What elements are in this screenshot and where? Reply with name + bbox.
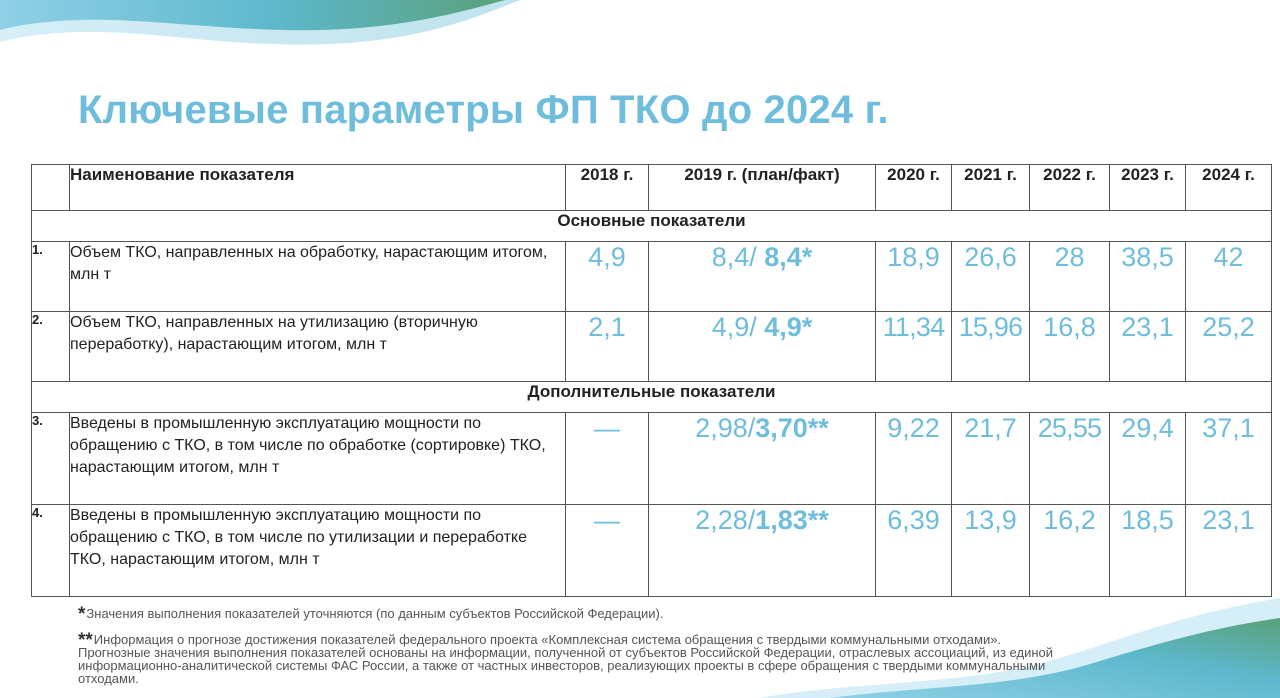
header-2019: 2019 г. (план/факт)	[649, 165, 876, 211]
section-row	[32, 382, 1272, 413]
header-2024: 2024 г.	[1186, 165, 1272, 211]
value-2019-fact: 1,83**	[755, 505, 829, 535]
value-2019-fact: 3,70**	[755, 413, 829, 443]
header-2023: 2023 г.	[1110, 165, 1186, 211]
row-number: 3.	[32, 413, 70, 505]
value-2019-fact: 8,4*	[764, 242, 813, 272]
footnote-1-mark: *	[78, 604, 86, 625]
value-2021: 13,9	[952, 505, 1030, 597]
header-2018: 2018 г.	[566, 165, 649, 211]
value-2023: 18,5	[1110, 505, 1186, 597]
table-row	[32, 413, 1272, 505]
header-2021: 2021 г.	[952, 165, 1030, 211]
value-2019-plan: 4,9/	[711, 312, 757, 342]
footnote-2-text: Информация о прогнозе достижения показателей федерального проекта «Комплексная система обращения с твердыми коммунальными отходами». Прогнозные значения выполнения показателей основаны на информации, полученной от субъектов Российской Федерации, отраслевых ассоциаций, из единой информационно-аналитической системы ФАС России, а также от частных инвесторов, реализующих проекты в сфере обращения с твердыми коммунальными отходами.	[78, 632, 1054, 686]
value-2023: 38,5	[1110, 242, 1186, 312]
section-title-additional: Дополнительные показатели	[32, 382, 1272, 413]
indicator-name: Введены в промышленную эксплуатацию мощности по обращению с ТКО, в том числе по утилизации и переработке ТКО, нарастающим итогом, млн т	[70, 505, 566, 597]
footnote-1	[78, 604, 664, 625]
value-2019	[649, 242, 876, 312]
value-2019-plan: 2,98/	[695, 413, 756, 443]
section-row	[32, 211, 1272, 242]
value-2024: 42	[1186, 242, 1272, 312]
value-2024: 25,2	[1186, 312, 1272, 382]
indicator-name: Объем ТКО, направленных на утилизацию (вторичную переработку), нарастающим итогом, млн т	[70, 312, 566, 382]
value-2019-plan: 2,28/	[695, 505, 756, 535]
value-2018: —	[566, 413, 649, 505]
value-2020: 6,39	[876, 505, 952, 597]
indicator-name: Введены в промышленную эксплуатацию мощности по обращению с ТКО, в том числе по обработке (сортировке) ТКО, нарастающим итогом, млн т	[70, 413, 566, 505]
value-2021: 15,96	[952, 312, 1030, 382]
value-2019-plan: 8,4/	[711, 242, 757, 272]
table-row	[32, 505, 1272, 597]
value-2024: 23,1	[1186, 505, 1272, 597]
value-2022: 16,2	[1030, 505, 1110, 597]
value-2020: 11,34	[876, 312, 952, 382]
section-title-main: Основные показатели	[32, 211, 1272, 242]
value-2019-fact: 4,9*	[764, 312, 813, 342]
value-2022: 16,8	[1030, 312, 1110, 382]
value-2024: 37,1	[1186, 413, 1272, 505]
header-name: Наименование показателя	[70, 165, 566, 211]
header-num	[32, 165, 70, 211]
kpi-table	[31, 164, 1272, 597]
row-number: 4.	[32, 505, 70, 597]
top-wave-decoration	[0, 0, 520, 60]
value-2022: 28	[1030, 242, 1110, 312]
page-title: Ключевые параметры ФП ТКО до 2024 г.	[78, 88, 889, 132]
value-2019	[649, 312, 876, 382]
value-2023: 29,4	[1110, 413, 1186, 505]
value-2021: 21,7	[952, 413, 1030, 505]
value-2018: —	[566, 505, 649, 597]
value-2018: 4,9	[566, 242, 649, 312]
value-2023: 23,1	[1110, 312, 1186, 382]
indicator-name: Объем ТКО, направленных на обработку, нарастающим итогом, млн т	[70, 242, 566, 312]
value-2020: 9,22	[876, 413, 952, 505]
value-2019	[649, 413, 876, 505]
header-row	[32, 165, 1272, 211]
value-2018: 2,1	[566, 312, 649, 382]
value-2020: 18,9	[876, 242, 952, 312]
header-2022: 2022 г.	[1030, 165, 1110, 211]
header-2020: 2020 г.	[876, 165, 952, 211]
footnote-1-text: Значения выполнения показателей уточняются (по данным субъектов Российской Федерации).	[86, 606, 664, 621]
value-2022: 25,55	[1030, 413, 1110, 505]
footnote-2-mark: **	[78, 630, 93, 651]
table-row	[32, 242, 1272, 312]
value-2021: 26,6	[952, 242, 1030, 312]
value-2019	[649, 505, 876, 597]
row-number: 1.	[32, 242, 70, 312]
row-number: 2.	[32, 312, 70, 382]
table-row	[32, 312, 1272, 382]
footnote-2	[78, 632, 1058, 685]
